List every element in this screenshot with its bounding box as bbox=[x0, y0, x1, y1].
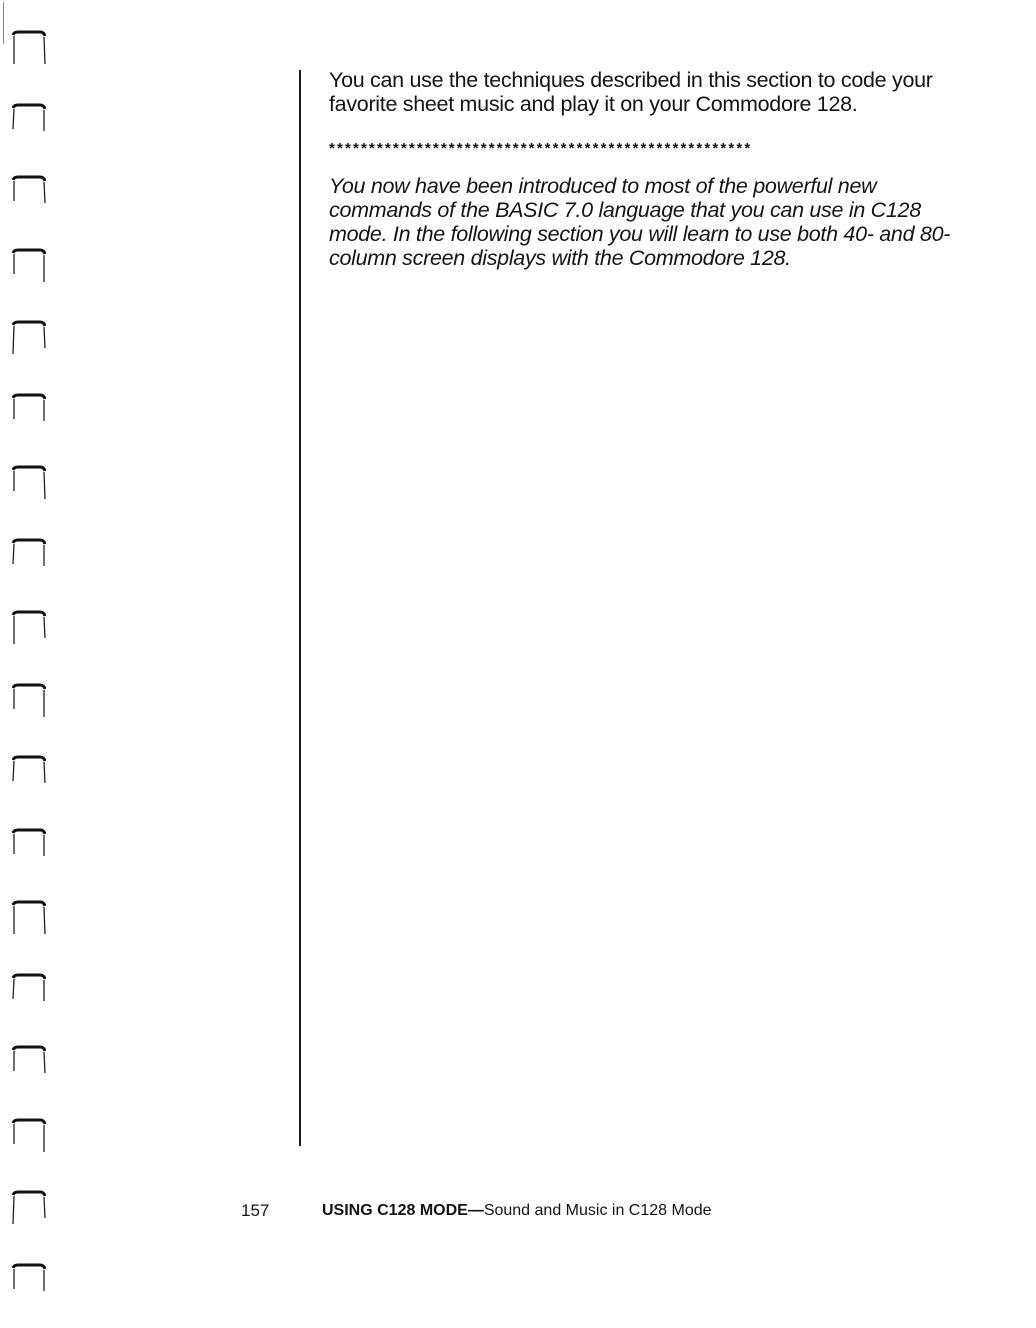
binding-hole bbox=[12, 248, 46, 284]
binding-hole bbox=[12, 393, 46, 429]
binding-hole bbox=[12, 175, 46, 211]
column-rule bbox=[299, 70, 301, 1146]
binding-hole bbox=[12, 900, 46, 936]
page-footer bbox=[0, 1201, 1036, 1225]
spiral-binding bbox=[0, 0, 80, 1328]
binding-hole bbox=[12, 610, 46, 646]
running-head-dash: — bbox=[467, 1202, 484, 1219]
binding-hole bbox=[12, 465, 46, 501]
summary-paragraph: You now have been introduced to most of the powerful new commands of the BASIC 7.0 language that you can use in C128 mode. In the following section you will learn to use both 40- and 80-column screen displays with the Commodore 128. bbox=[329, 174, 951, 270]
running-head bbox=[322, 1202, 712, 1220]
binding-hole bbox=[12, 103, 46, 139]
binding-hole bbox=[12, 30, 46, 66]
binding-hole bbox=[12, 1045, 46, 1081]
binding-hole bbox=[12, 973, 46, 1009]
asterisk-separator: ***************************************************** bbox=[329, 140, 753, 157]
binding-hole bbox=[12, 683, 46, 719]
binding-hole bbox=[12, 538, 46, 574]
running-head-chapter: Sound and Music in C128 Mode bbox=[483, 1202, 712, 1219]
binding-hole bbox=[12, 755, 46, 791]
binding-hole bbox=[12, 1118, 46, 1154]
intro-paragraph: You can use the techniques described in this section to code your favorite sheet music and play it on your Commodore 128. bbox=[329, 68, 933, 116]
main-text bbox=[329, 68, 969, 270]
binding-hole bbox=[12, 1263, 46, 1299]
page-number: 157 bbox=[241, 1201, 270, 1220]
binding-hole bbox=[12, 320, 46, 356]
page-edge-mark bbox=[3, 2, 4, 44]
binding-hole bbox=[12, 828, 46, 864]
running-head-section: USING C128 MODE bbox=[322, 1202, 468, 1219]
